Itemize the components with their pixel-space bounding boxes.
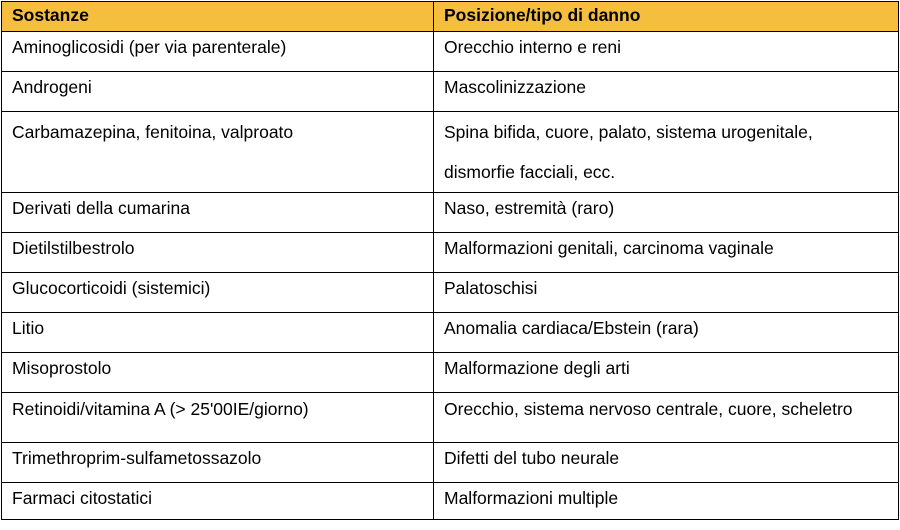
table-row <box>2 233 899 273</box>
table-row <box>2 393 899 443</box>
damage-cell: Malformazioni multiple <box>434 483 899 520</box>
damage-cell: Anomalia cardiaca/Ebstein (rara) <box>434 313 899 353</box>
substance-cell: Misoprostolo <box>2 353 434 393</box>
damage-cell: Orecchio interno e reni <box>434 32 899 72</box>
header-damage: Posizione/tipo di danno <box>434 2 899 32</box>
damage-cell: Orecchio, sistema nervoso centrale, cuore, scheletro <box>434 393 899 443</box>
substance-cell: Androgeni <box>2 72 434 112</box>
substance-cell: Aminoglicosidi (per via parenterale) <box>2 32 434 72</box>
substance-cell: Farmaci citostatici <box>2 483 434 520</box>
damage-cell: Palatoschisi <box>434 273 899 313</box>
substance-cell: Litio <box>2 313 434 353</box>
substance-cell: Derivati della cumarina <box>2 193 434 233</box>
table-row <box>2 483 899 520</box>
table-row <box>2 72 899 112</box>
table-row <box>2 32 899 72</box>
table-row <box>2 443 899 483</box>
damage-cell: Malformazioni genitali, carcinoma vaginale <box>434 233 899 273</box>
substance-cell: Glucocorticoidi (sistemici) <box>2 273 434 313</box>
damage-cell: Malformazione degli arti <box>434 353 899 393</box>
substance-cell: Carbamazepina, fenitoina, valproato <box>2 112 434 193</box>
table-row <box>2 273 899 313</box>
table-row <box>2 313 899 353</box>
teratogen-table <box>1 1 899 520</box>
header-substances: Sostanze <box>2 2 434 32</box>
substance-cell: Trimethroprim-sulfametossazolo <box>2 443 434 483</box>
damage-cell: Mascolinizzazione <box>434 72 899 112</box>
substance-cell: Dietilstilbestrolo <box>2 233 434 273</box>
damage-cell: Difetti del tubo neurale <box>434 443 899 483</box>
table-row <box>2 193 899 233</box>
damage-cell: Spina bifida, cuore, palato, sistema urogenitale, dismorfie facciali, ecc. <box>434 112 899 193</box>
table-row <box>2 353 899 393</box>
damage-cell: Naso, estremità (raro) <box>434 193 899 233</box>
substance-cell: Retinoidi/vitamina A (> 25'00IE/giorno) <box>2 393 434 443</box>
table-row <box>2 112 899 193</box>
table-header-row <box>2 2 899 32</box>
